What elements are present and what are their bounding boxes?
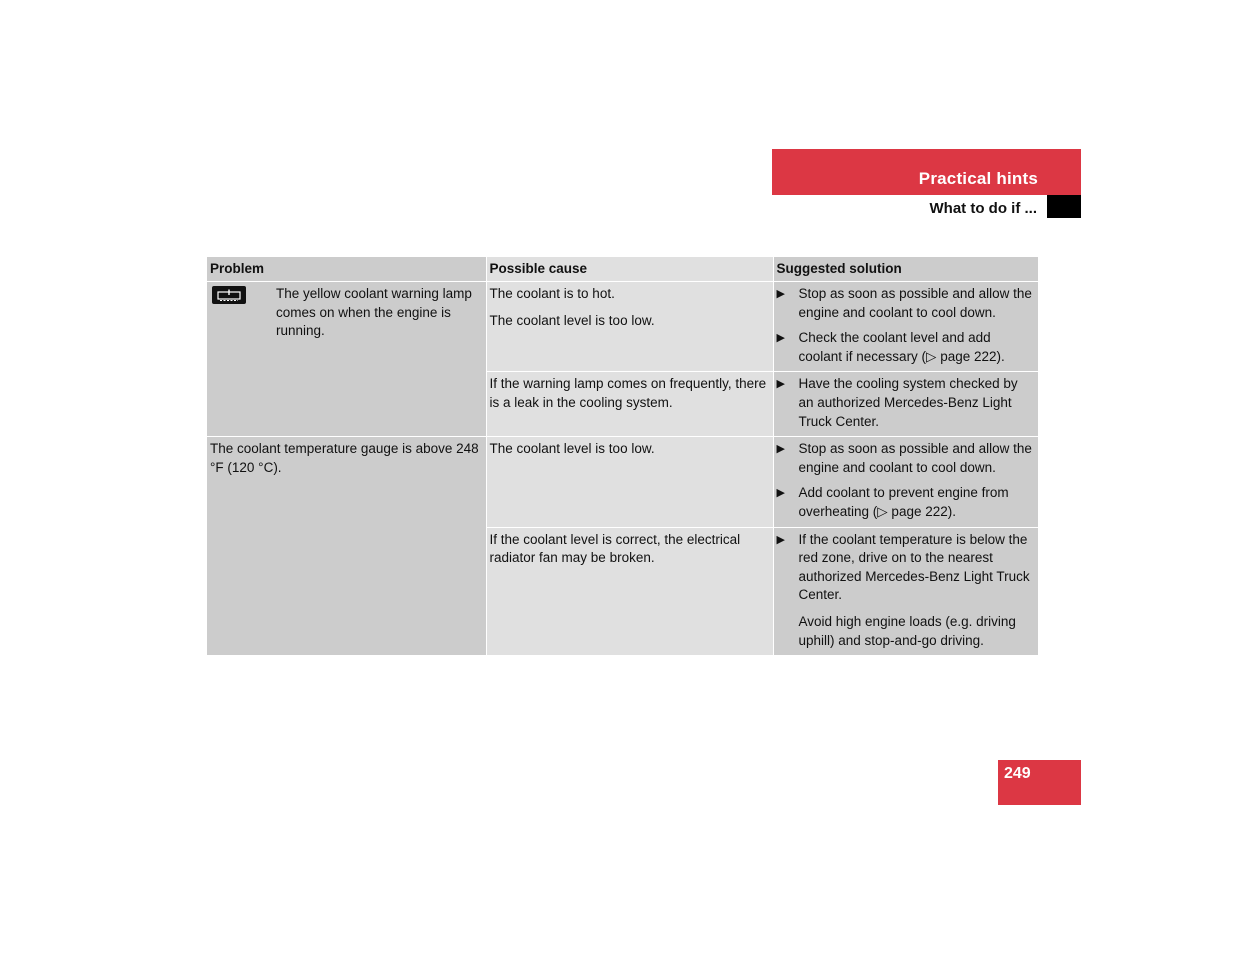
solution-step <box>777 329 1036 366</box>
step-arrow-icon: ▶ <box>776 378 785 391</box>
troubleshooting-table <box>207 257 1038 655</box>
cause-cell <box>486 527 773 655</box>
table-row <box>207 437 1038 527</box>
solution-step <box>777 531 1036 605</box>
coolant-thermometer-icon <box>216 289 242 301</box>
step-text: Check the coolant level and add coolant if necessary (▷ page 222). <box>798 330 1005 364</box>
problem-cell <box>207 282 486 437</box>
problem-with-icon <box>210 285 483 341</box>
cause-cell <box>486 372 773 437</box>
cause-cell <box>486 437 773 527</box>
solution-cell <box>773 437 1038 527</box>
step-text: If the coolant temperature is below the red zone, drive on to the nearest authorized Mercedes-Benz Light Truck Center. <box>798 531 1030 603</box>
cause-text: The coolant is to hot. <box>489 286 615 301</box>
problem-text: The coolant temperature gauge is above 248 °F (120 °C). <box>210 441 479 475</box>
solution-step <box>777 440 1036 477</box>
step-text: Add coolant to prevent engine from overheating (▷ page 222). <box>798 485 1009 519</box>
table-row <box>207 282 1038 372</box>
step-arrow-icon: ▶ <box>776 288 785 300</box>
column-header-possible-cause: Possible cause <box>486 257 773 282</box>
step-text: Have the cooling system checked by an authorized Mercedes-Benz Light Truck Center. <box>798 376 1018 429</box>
step-arrow-icon: ▶ <box>776 332 785 345</box>
solution-step <box>777 285 1036 322</box>
step-arrow-icon: ▶ <box>776 533 785 546</box>
solution-step <box>777 484 1036 521</box>
solution-step <box>777 375 1036 431</box>
cause-text: The coolant level is too low. <box>489 441 655 457</box>
cause-text: If the coolant level is correct, the electrical radiator fan may be broken. <box>489 531 741 566</box>
step-arrow-icon: ▶ <box>776 487 785 500</box>
problem-cell <box>207 437 486 655</box>
problem-text: The yellow coolant warning lamp comes on when the engine is running. <box>276 286 472 339</box>
section-title: Practical hints <box>918 169 1038 188</box>
column-header-problem: Problem <box>207 257 486 282</box>
thumb-tab-marker <box>1047 195 1081 218</box>
solution-cell <box>773 282 1038 372</box>
solution-cell <box>773 527 1038 655</box>
page-number-badge <box>998 760 1081 805</box>
column-header-suggested-solution: Suggested solution <box>773 257 1038 282</box>
step-arrow-icon: ▶ <box>776 443 785 456</box>
solution-note: Avoid high engine loads (e.g. driving uphill) and stop-and-go driving. <box>798 613 1016 648</box>
step-text: Stop as soon as possible and allow the engine and coolant to cool down. <box>798 286 1032 320</box>
coolant-warning-lamp-icon <box>212 286 246 304</box>
step-text: Stop as soon as possible and allow the engine and coolant to cool down. <box>798 441 1032 475</box>
cause-text: If the warning lamp comes on frequently, there is a leak in the cooling system. <box>489 376 767 410</box>
cause-cell <box>486 282 773 372</box>
section-header-band <box>772 149 1081 195</box>
cause-text: The coolant level is too low. <box>489 312 655 328</box>
subsection-title: What to do if ... <box>929 200 1037 217</box>
page-number: 249 <box>1004 765 1031 782</box>
table-header-row <box>207 257 1038 282</box>
solution-cell <box>773 372 1038 437</box>
